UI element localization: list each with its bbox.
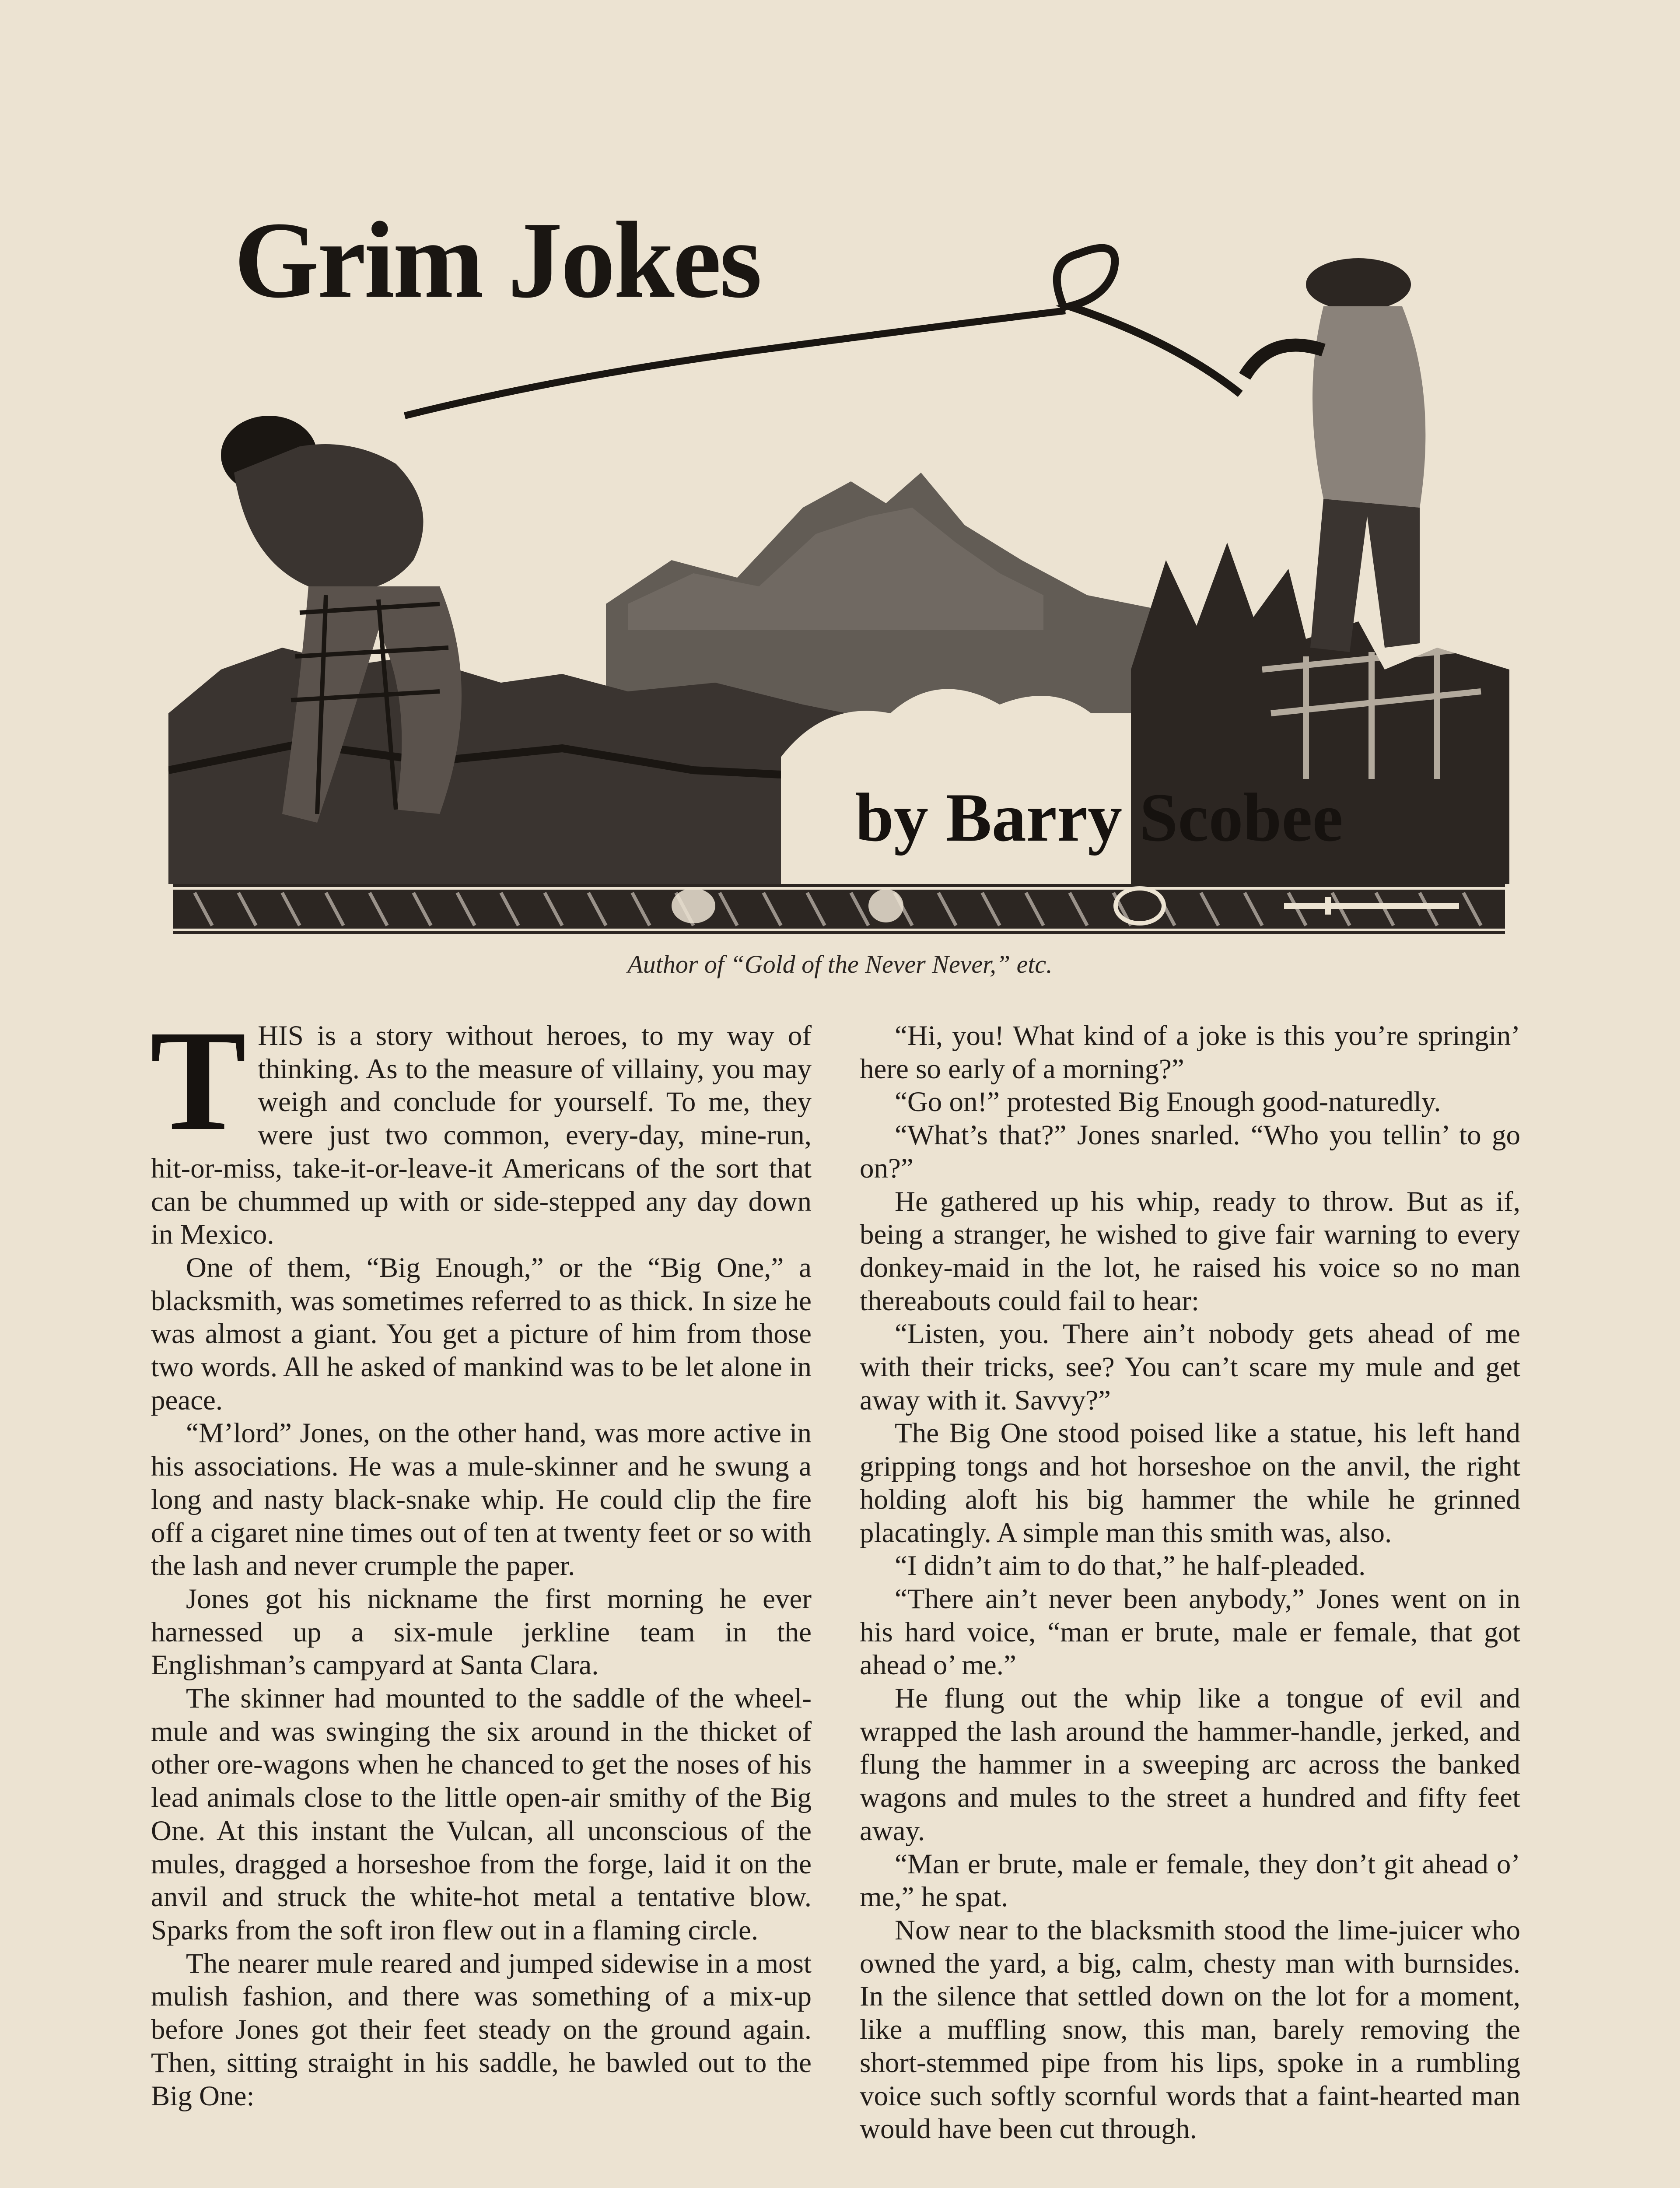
border-band xyxy=(173,884,1505,934)
paragraph: “I didn’t aim to do that,” he half-pleaded. xyxy=(895,1550,1366,1582)
paragraph: He flung out the whip like a tongue of evil and wrapped the lash around the hammer-handle, jerked, and flung the hammer in a sweeping arc across the banked wagons and mules to the street a hundred and fifty feet away. xyxy=(860,1683,1520,1847)
story-title: Grim Jokes xyxy=(234,200,760,321)
paragraph: One of them, “Big Enough,” or the “Big One,” a blacksmith, was sometimes referred to as thick. In size he was almost a giant. You get a picture of him from those two words. All he asked of mankind was to be let alone in peace. xyxy=(151,1252,812,1416)
paragraph: The Big One stood poised like a statue, his left hand gripping tongs and hot horseshoe on the anvil, the right holding aloft his big hammer the while he grinned placatingly. A simple man this smith was, also. xyxy=(860,1417,1520,1549)
paragraph: “M’lord” Jones, on the other hand, was more active in his associations. He was a mule-skinner and he swung a long and nasty black-snake whip. He could clip the fire off a cigaret nine times out of ten at twenty feet or so with the lash and never crumple the paper. xyxy=(151,1417,812,1582)
paragraph: “Hi, you! What kind of a joke is this you’re springin’ here so early of a morning?” xyxy=(860,1020,1520,1085)
whip-loop xyxy=(1057,248,1240,394)
text-column-left xyxy=(150,1001,812,2113)
author-credit: Author of “Gold of the Never Never,” etc. xyxy=(627,950,1053,978)
drop-cap: T xyxy=(150,1001,247,1161)
whip-lash xyxy=(405,311,1065,416)
paragraph: “There ain’t never been anybody,” Jones went on in his hard voice, “man er brute, male er female, that got ahead o’ me.” xyxy=(860,1583,1520,1681)
author-byline: by Barry Scobee xyxy=(855,779,1343,856)
paragraph: THIS is a story without heroes, to my way of thinking. As to the measure of villainy, you may weigh and conclude for yourself. To me, they were just two common, every-day, mine-run, hit-or-miss, take-it-or-leave-it Americans of the sort that can be chummed up with or side-stepped any day down in Mexico. xyxy=(150,1001,812,1251)
paragraph: “Listen, you. There ain’t nobody gets ahead of me with their tricks, see? You can’t scare my mule and get away with it. Savvy?” xyxy=(860,1318,1520,1416)
paragraph: He gathered up his whip, ready to throw. But as if, being a stranger, he wished to give fair warning to every donkey-maid in the lot, he raised his voice so no man thereabouts could fail to hear: xyxy=(860,1185,1520,1317)
paragraph: “Man er brute, male er female, they don’t git ahead o’ me,” he spat. xyxy=(860,1848,1520,1913)
paragraph: The skinner had mounted to the saddle of the wheel-mule and was swinging the six around in the thicket of other ore-wagons when he chanced to get the noses of his lead animals close to the little open-air smithy of the Big One. At this instant the Vulcan, all unconscious of the mules, dragged a horseshoe from the forge, laid it on the anvil and struck the white-hot metal a tentative blow. Sparks from the soft iron flew out in a flaming circle. xyxy=(151,1683,812,1946)
border-ornament-cactus xyxy=(672,888,715,923)
paragraph: The nearer mule reared and jumped sidewise in a most mulish fashion, and there was something of a mix-up before Jones got their feet steady on the ground again. Then, sitting straight in his saddle, he bawled out to the Big One: xyxy=(151,1947,812,2112)
paragraph: Jones got his nickname the first morning he ever harnessed up a six-mule jerkline team in the Englishman’s campyard at Santa Clara. xyxy=(151,1583,812,1681)
border-ornament-medallion xyxy=(868,889,903,922)
paragraph: “Go on!” protested Big Enough good-naturedly. xyxy=(895,1086,1441,1118)
paragraph: Now near to the blacksmith stood the lime-juicer who owned the yard, a big, calm, chesty man with burnsides. In the silence that settled down on the lot for a moment, like a muffling snow, this man, barely removing the short-stemmed pipe from his lips, spoke in a rumbling voice such softly scornful words that a faint-hearted man would have been cut through. xyxy=(860,1914,1520,2145)
paragraph: “What’s that?” Jones snarled. “Who you tellin’ to go on?” xyxy=(860,1119,1520,1184)
text-column-right xyxy=(860,1020,1520,2146)
